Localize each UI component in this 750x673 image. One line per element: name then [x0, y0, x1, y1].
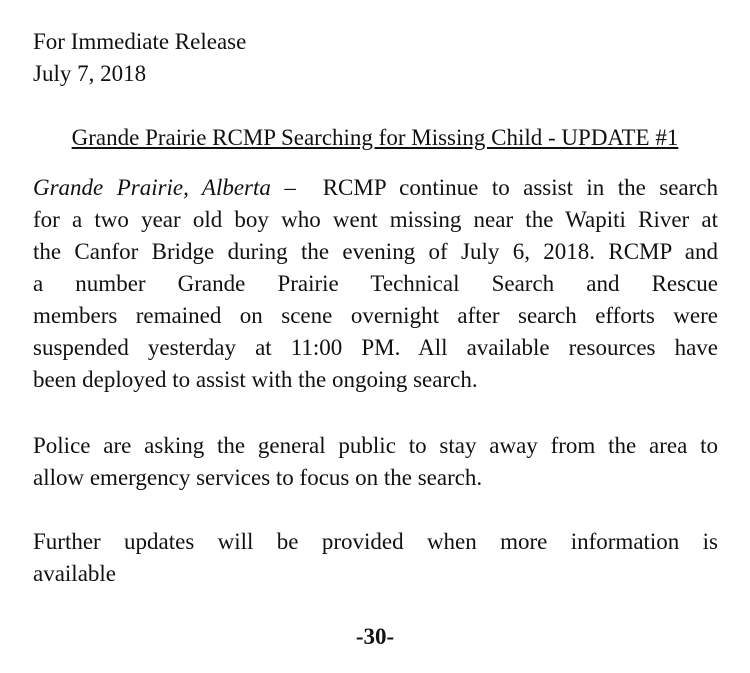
- paragraph-line: the Canfor Bridge during the evening of July 6, 2018. RCMP and: [33, 239, 718, 264]
- paragraph-line: been deployed to assist with the ongoing search.: [33, 367, 478, 392]
- paragraph-police-request: [33, 430, 718, 494]
- end-mark: -30-: [355, 624, 395, 649]
- paragraph-line: available: [33, 561, 117, 586]
- paragraph-line-text: RCMP continue to assist in the search: [322, 175, 718, 200]
- paragraph-line: [33, 172, 718, 204]
- paragraph-further-updates: [33, 526, 718, 590]
- headline: Grande Prairie RCMP Searching for Missing Child - UPDATE #1: [71, 125, 679, 150]
- paragraph-line: a number Grande Prairie Technical Search and Rescue: [33, 271, 718, 296]
- paragraph-main: [33, 172, 718, 396]
- paragraph-line: Further updates will be provided when more information is: [33, 529, 718, 554]
- dateline: Grande Prairie, Alberta –: [33, 175, 296, 200]
- paragraph-line: for a two year old boy who went missing near the Wapiti River at: [33, 207, 718, 232]
- paragraph-line: members remained on scene overnight after search efforts were: [33, 303, 718, 328]
- paragraph-line: Police are asking the general public to stay away from the area to: [33, 433, 718, 458]
- paragraph-line: allow emergency services to focus on the search.: [33, 465, 483, 490]
- paragraph-line: suspended yesterday at 11:00 PM. All available resources have: [33, 335, 718, 360]
- release-label: For Immediate Release: [33, 29, 247, 54]
- release-date: July 7, 2018: [33, 61, 147, 86]
